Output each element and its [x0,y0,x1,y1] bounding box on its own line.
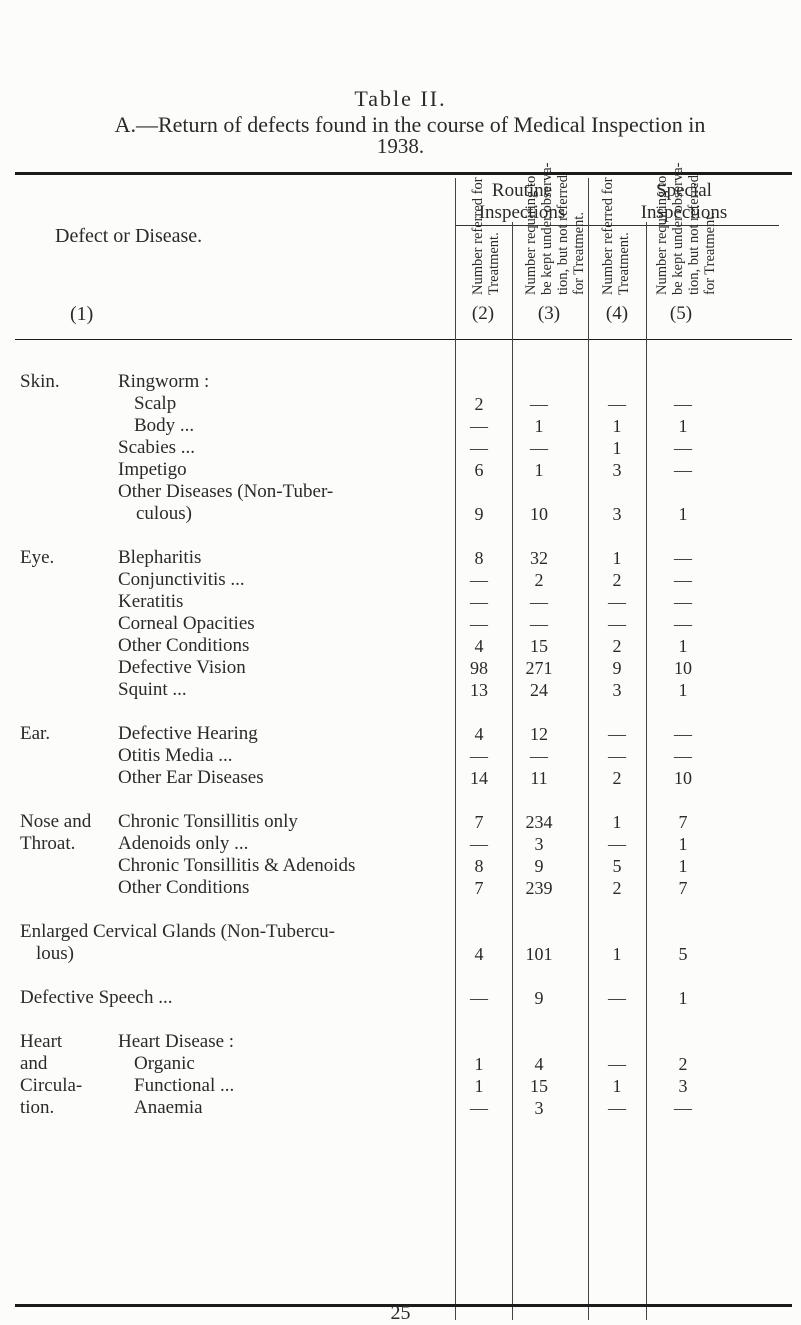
col3-header: Number requiring to be kept under observa- tion, but not referred for Treatment. [523,162,587,295]
col2-header: Number referred for Treatment. [470,177,502,295]
row-label: Scabies ... [118,437,196,458]
header-bottom-rule [15,339,792,340]
cell-col2: — [470,746,488,766]
cell-col5: — [674,460,692,480]
cell-col4: — [608,724,626,744]
cell-col5: — [674,614,692,634]
cell-col2: 4 [474,636,484,656]
cell-col4: 1 [612,1076,622,1096]
row-label: Chronic Tonsillitis & Adenoids [118,855,356,876]
cell-col5: 7 [678,878,688,898]
row-label: culous) [136,503,192,524]
cell-col3: 234 [525,812,553,832]
cell-col4: — [608,746,626,766]
row-label: Defective Hearing [118,723,258,744]
cell-col3: 3 [534,834,544,854]
row-label: Body ... [134,415,195,436]
cell-col4: 3 [612,460,622,480]
cell-col2: — [470,416,488,436]
cell-col2: 98 [470,658,488,678]
cell-col3: 15 [530,636,548,656]
cell-col2: — [470,834,488,854]
col2-number: (2) [471,303,495,324]
cell-col3: 3 [534,1098,544,1118]
cell-col2: — [470,570,488,590]
cell-col3: 9 [534,988,544,1008]
cell-col2: 13 [470,680,488,700]
table-title: Table II. [354,86,447,111]
category-label: Eye. [20,547,55,568]
cell-col3: 12 [530,724,548,744]
row-label: Other Ear Diseases [118,767,264,788]
cell-col5: — [674,548,692,568]
cell-col4: 3 [612,504,622,524]
cell-col3: — [530,394,548,414]
row-label: Scalp [134,393,177,414]
cell-col2: 8 [474,856,484,876]
cell-col2: — [470,592,488,612]
cell-col3: — [530,592,548,612]
page-number: 25 [390,1302,411,1324]
cell-col3: 101 [525,944,553,964]
cell-col3: 1 [534,416,544,436]
cell-col2: 2 [474,394,484,414]
category-label: and [20,1053,48,1074]
cell-col4: — [608,834,626,854]
row-label: Anaemia [134,1097,203,1118]
cell-col5: — [674,1098,692,1118]
row-label: Adenoids only ... [118,833,249,854]
row-label: Otitis Media ... [118,745,233,766]
row-label: Ringworm : [118,371,210,392]
category-label: Throat. [20,833,76,854]
col-divider-2 [512,222,513,1320]
category-label: Circula- [20,1075,83,1096]
cell-col4: 1 [612,416,622,436]
category-label: Heart [20,1031,63,1052]
cell-col4: 2 [612,768,622,788]
cell-col4: — [608,614,626,634]
row-label: Organic [134,1053,195,1074]
cell-col5: — [674,592,692,612]
cell-col4: 2 [612,570,622,590]
row-label: Enlarged Cervical Glands (Non-Tubercu- [20,921,336,942]
row-label: Chronic Tonsillitis only [118,811,298,832]
row-label: Blepharitis [118,547,202,568]
cell-col3: — [530,746,548,766]
cell-col2: 14 [470,768,488,788]
col4-header: Number referred for Treatment. [600,177,632,295]
row-label: Defective Speech ... [20,987,173,1008]
cell-col4: 5 [612,856,622,876]
cell-col3: — [530,438,548,458]
cell-col5: — [674,394,692,414]
cell-col2: — [470,438,488,458]
cell-col5: 1 [678,416,688,436]
cell-col5: 1 [678,636,688,656]
cell-col3: 2 [534,570,544,590]
col3-number: (3) [537,303,561,324]
col4-number: (4) [605,303,629,324]
cell-col2: 4 [474,724,484,744]
cell-col2: 7 [474,812,484,832]
cell-col5: 10 [674,768,692,788]
cell-col5: — [674,746,692,766]
cell-col4: 1 [612,438,622,458]
cell-col2: 4 [474,944,484,964]
cell-col5: 1 [678,504,688,524]
table-year: 1938. [376,134,425,158]
cell-col4: 1 [612,548,622,568]
col-divider-4 [646,222,647,1320]
row-label: Squint ... [118,679,187,700]
row-label: Other Conditions [118,877,250,898]
cell-col4: 9 [612,658,622,678]
cell-col2: — [470,1098,488,1118]
cell-col4: — [608,988,626,1008]
cell-col3: 24 [530,680,548,700]
cell-col3: 239 [525,878,553,898]
cell-col3: 10 [530,504,548,524]
row-label: Heart Disease : [118,1031,235,1052]
cell-col2: — [470,614,488,634]
cell-col5: 7 [678,812,688,832]
row-label: Other Diseases (Non-Tuber- [118,481,334,502]
col5-number: (5) [669,303,693,324]
col-divider-3 [588,178,589,1320]
special-inspections-header: Special Inspections [640,180,728,223]
cell-col3: 32 [530,548,548,568]
cell-col5: 10 [674,658,692,678]
cell-col3: 15 [530,1076,548,1096]
cell-col5: 3 [678,1076,688,1096]
cell-col5: 2 [678,1054,688,1074]
routine-inspections-header: Routine Inspections [478,180,566,223]
cell-col4: 2 [612,878,622,898]
cell-col5: 1 [678,834,688,854]
cell-col3: 1 [534,460,544,480]
row-label: lous) [36,943,74,964]
row-label: Functional ... [134,1075,235,1096]
row-label: Keratitis [118,591,184,612]
cell-col4: — [608,394,626,414]
defect-column-number: (1) [70,303,94,325]
cell-col4: 1 [612,944,622,964]
table-subtitle: A.—Return of defects found in the course of Medical Inspection in [114,112,706,137]
row-label: Conjunctivitis ... [118,569,245,590]
cell-col2: — [470,988,488,1008]
col5-header: Number requiring to be kept under observa- tion, but not referred for Treatment. [654,162,718,295]
cell-col2: 1 [474,1054,484,1074]
cell-col2: 1 [474,1076,484,1096]
cell-col4: 3 [612,680,622,700]
cell-col4: — [608,1098,626,1118]
cell-col5: — [674,724,692,744]
cell-col2: 6 [474,460,484,480]
cell-col5: 1 [678,856,688,876]
category-label: Ear. [20,723,51,744]
cell-col3: — [530,614,548,634]
category-label: Nose and [20,811,92,832]
cell-col4: 1 [612,812,622,832]
cell-col5: — [674,438,692,458]
cell-col5: — [674,570,692,590]
cell-col3: 11 [530,768,548,788]
cell-col3: 271 [525,658,553,678]
cell-col5: 5 [678,944,688,964]
category-label: tion. [20,1097,55,1118]
row-label: Other Conditions [118,635,250,656]
cell-col5: 1 [678,680,688,700]
cell-col2: 8 [474,548,484,568]
cell-col2: 7 [474,878,484,898]
category-label: Skin. [20,371,60,392]
defect-column-header: Defect or Disease. [55,225,203,247]
cell-col5: 1 [678,988,688,1008]
cell-col2: 9 [474,504,484,524]
cell-col4: — [608,592,626,612]
cell-col4: 2 [612,636,622,656]
row-label: Defective Vision [118,657,246,678]
row-label: Corneal Opacities [118,613,255,634]
row-label: Impetigo [118,459,187,480]
cell-col3: 9 [534,856,544,876]
cell-col4: — [608,1054,626,1074]
cell-col3: 4 [534,1054,544,1074]
